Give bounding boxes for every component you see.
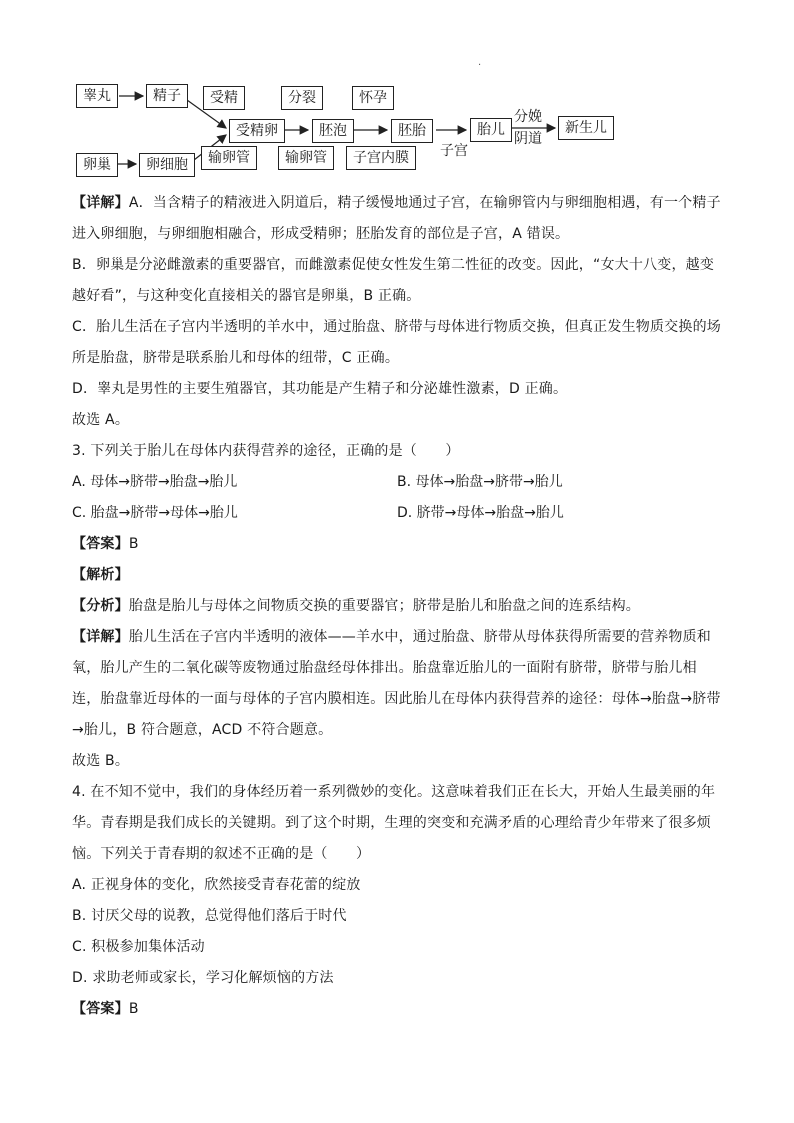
- box-fertilization: 受精: [203, 86, 245, 110]
- q4-option-c: C. 积极参加集体活动: [72, 939, 205, 955]
- box-fetus: 胎儿: [470, 118, 512, 142]
- q4-stem: 4. 在不知不觉中，我们的身体经历着一系列微妙的变化。这意味着我们正在长大，开始人生最美丽的年华。青春期是我们成长的关键期。到了这个时期，生理的突变和充满矛盾的心理给青少年带来了很多烦恼。下列关于青春期的叙述不正确的是（ ）: [72, 784, 716, 862]
- q3-detail: [72, 622, 722, 746]
- q3-answer: [72, 529, 722, 560]
- q3-choose: 故选 B。: [72, 753, 130, 769]
- q3-option-d: D. 脐带→母体→胎盘→胎儿: [397, 505, 564, 521]
- q4-option-d: D. 求助老师或家长，学习化解烦恼的方法: [72, 970, 334, 986]
- q3-options-row-2: [72, 498, 722, 529]
- box-egg: 卵细胞: [139, 153, 195, 177]
- box-pregnancy: 怀孕: [352, 86, 394, 110]
- reproduction-diagram: [0, 0, 794, 190]
- box-newborn: 新生儿: [558, 116, 614, 140]
- answer-tag: 【答案】: [72, 536, 129, 552]
- box-division: 分裂: [281, 86, 323, 110]
- document-body: [72, 188, 722, 1025]
- q4-answer-value: B: [128, 1001, 139, 1017]
- label-vagina: 阴道: [514, 131, 542, 147]
- q3-analyze-text: 胎盘是胎儿与母体之间物质交换的重要器官；脐带是胎儿和胎盘之间的连系结构。: [128, 598, 641, 614]
- q2-detail-d: D．睾丸是男性的主要生殖器官，其功能是产生精子和分泌雄性激素，D 正确。: [72, 381, 568, 397]
- q2-choose: 故选 A。: [72, 412, 130, 428]
- q2-detail-b: B．卵巢是分泌雌激素的重要器官，而雌激素促使女性发生第二性征的改变。因此，“女大十八变，越变越好看”，与这种变化直接相关的器官是卵巢，B 正确。: [72, 257, 715, 304]
- q4-option-b: B. 讨厌父母的说教，总觉得他们落后于时代: [72, 908, 347, 924]
- q3-analyze: [72, 591, 722, 622]
- q4-option-a: A. 正视身体的变化，欣然接受青春花蕾的绽放: [72, 877, 361, 893]
- q4-answer-tag: 【答案】: [72, 1001, 129, 1017]
- q3-answer-value: B: [128, 536, 139, 552]
- q3-detail-tag: 【详解】: [72, 629, 129, 645]
- box-oviduct-2: 输卵管: [278, 146, 334, 170]
- q2-detail-a: [72, 188, 722, 250]
- q2-line-a: A．当含精子的精液进入阴道后，精子缓慢地通过子宫，在输卵管内与卵细胞相遇，有一个精子进入卵细胞，与卵细胞相融合，形成受精卵；胚胎发育的部位是子宫，A 错误。: [72, 195, 721, 242]
- q4-answer: [72, 994, 722, 1025]
- detail-tag: 【详解】: [72, 195, 129, 211]
- page-dot: ·: [478, 60, 482, 71]
- box-blastocyst: 胚泡: [312, 119, 354, 143]
- q3-detail-text: 胎儿生活在子宫内半透明的液体——羊水中，通过胎盘、脐带从母体获得所需要的营养物质和氧，胎儿产生的二氧化碳等废物通过胎盘经母体排出。胎盘靠近胎儿的一面附有脐带，脐带与胎儿相连，胎盘靠近母体的一面与母体的子宫内膜相连。因此胎儿在母体内获得营养的途径：母体→胎盘→脐带→胎儿，B 符合题意，ACD 不符合题意。: [72, 629, 721, 738]
- q2-detail-c: C．胎儿生活在子宫内半透明的羊水中，通过胎盘、脐带与母体进行物质交换，但真正发生物质交换的场所是胎盘，脐带是联系胎儿和母体的纽带，C 正确。: [72, 319, 721, 366]
- box-sperm: 精子: [146, 84, 188, 108]
- analysis-tag: 【解析】: [72, 567, 129, 583]
- analyze-tag: 【分析】: [72, 598, 129, 614]
- box-oviduct-1: 输卵管: [201, 146, 257, 170]
- label-uterus: 子宫: [440, 143, 468, 159]
- q3-option-a: A. 母体→脐带→胎盘→胎儿: [72, 474, 238, 490]
- q3-option-c: C. 胎盘→脐带→母体→胎儿: [72, 505, 238, 521]
- label-delivery: 分娩: [514, 109, 542, 125]
- q3-stem: 3. 下列关于胎儿在母体内获得营养的途径，正确的是（ ）: [72, 443, 460, 459]
- q3-analysis: [72, 560, 722, 591]
- box-ovary: 卵巢: [76, 153, 118, 177]
- box-testis: 睾丸: [76, 84, 118, 108]
- box-embryo: 胚胎: [391, 119, 433, 143]
- box-endometrium: 子宫内膜: [346, 146, 416, 170]
- q3-option-b: B. 母体→胎盘→脐带→胎儿: [397, 474, 563, 490]
- box-zygote: 受精卵: [229, 119, 285, 143]
- q3-options-row-1: [72, 467, 722, 498]
